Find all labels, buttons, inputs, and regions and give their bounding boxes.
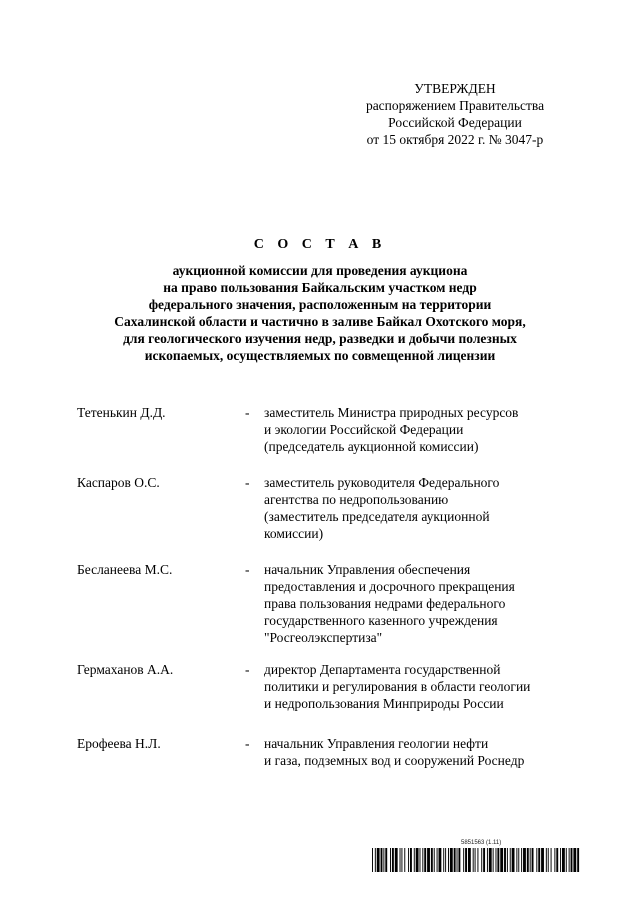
role-line: (заместитель председателя аукционной — [264, 509, 490, 524]
role-line: заместитель руководителя Федерального — [264, 475, 500, 490]
member-role — [264, 474, 594, 542]
member-name: Каспаров О.С. — [77, 475, 160, 490]
approval-title: УТВЕРЖДЕН — [414, 81, 496, 96]
member-name: Тетенькин Д.Д. — [77, 405, 166, 420]
role-line: государственного казенного учреждения — [264, 613, 498, 628]
role-line: (председатель аукционной комиссии) — [264, 439, 479, 454]
member-role — [264, 561, 594, 646]
member-role — [264, 404, 594, 455]
role-line: и недропользования Минприроды России — [264, 696, 504, 711]
role-line: предоставления и досрочного прекращения — [264, 579, 515, 594]
approval-line: Российской Федерации — [388, 115, 522, 130]
document-heading: С О С Т А В — [253, 237, 387, 252]
barcode-image — [372, 848, 580, 872]
role-line: политики и регулирования в области геологии — [264, 679, 531, 694]
subheading-line: на право пользования Байкальским участком недр — [163, 280, 477, 295]
subheading-line: федерального значения, расположенным на территории — [148, 297, 492, 312]
member-name: Бесланеева М.С. — [77, 562, 173, 577]
barcode-number: 5851563 (1.11) — [461, 840, 502, 846]
role-line: и газа, подземных вод и сооружений Роснедр — [264, 753, 525, 768]
member-name: Гермаханов А.А. — [77, 662, 174, 677]
member-name: Ерофеева Н.Л. — [77, 736, 161, 751]
approval-block — [330, 80, 580, 148]
member-role — [264, 735, 594, 769]
role-line: заместитель Министра природных ресурсов — [264, 405, 519, 420]
member-dash: - — [245, 562, 250, 577]
role-line: директор Департамента государственной — [264, 662, 501, 677]
member-role — [264, 661, 594, 712]
role-line: начальник Управления геологии нефти — [264, 736, 489, 751]
document-subheading — [60, 262, 580, 364]
subheading-line: для геологического изучения недр, разведки и добычи полезных — [123, 331, 517, 346]
member-dash: - — [245, 405, 250, 420]
role-line: комиссии) — [264, 526, 324, 541]
member-dash: - — [245, 475, 250, 490]
subheading-line: аукционной комиссии для проведения аукциона — [172, 263, 468, 278]
role-line: права пользования недрами федерального — [264, 596, 506, 611]
approval-line: от 15 октября 2022 г. № 3047-р — [366, 132, 544, 147]
member-dash: - — [245, 736, 250, 751]
role-line: агентства по недропользованию — [264, 492, 449, 507]
subheading-line: Сахалинской области и частично в заливе Байкал Охотского моря, — [114, 314, 526, 329]
member-dash: - — [245, 662, 250, 677]
role-line: начальник Управления обеспечения — [264, 562, 471, 577]
role-line: и экологии Российской Федерации — [264, 422, 464, 437]
subheading-line: ископаемых, осуществляемых по совмещенной лицензии — [144, 348, 496, 363]
approval-line: распоряжением Правительства — [365, 98, 545, 113]
role-line: "Росгеолэкспертиза" — [264, 630, 383, 645]
